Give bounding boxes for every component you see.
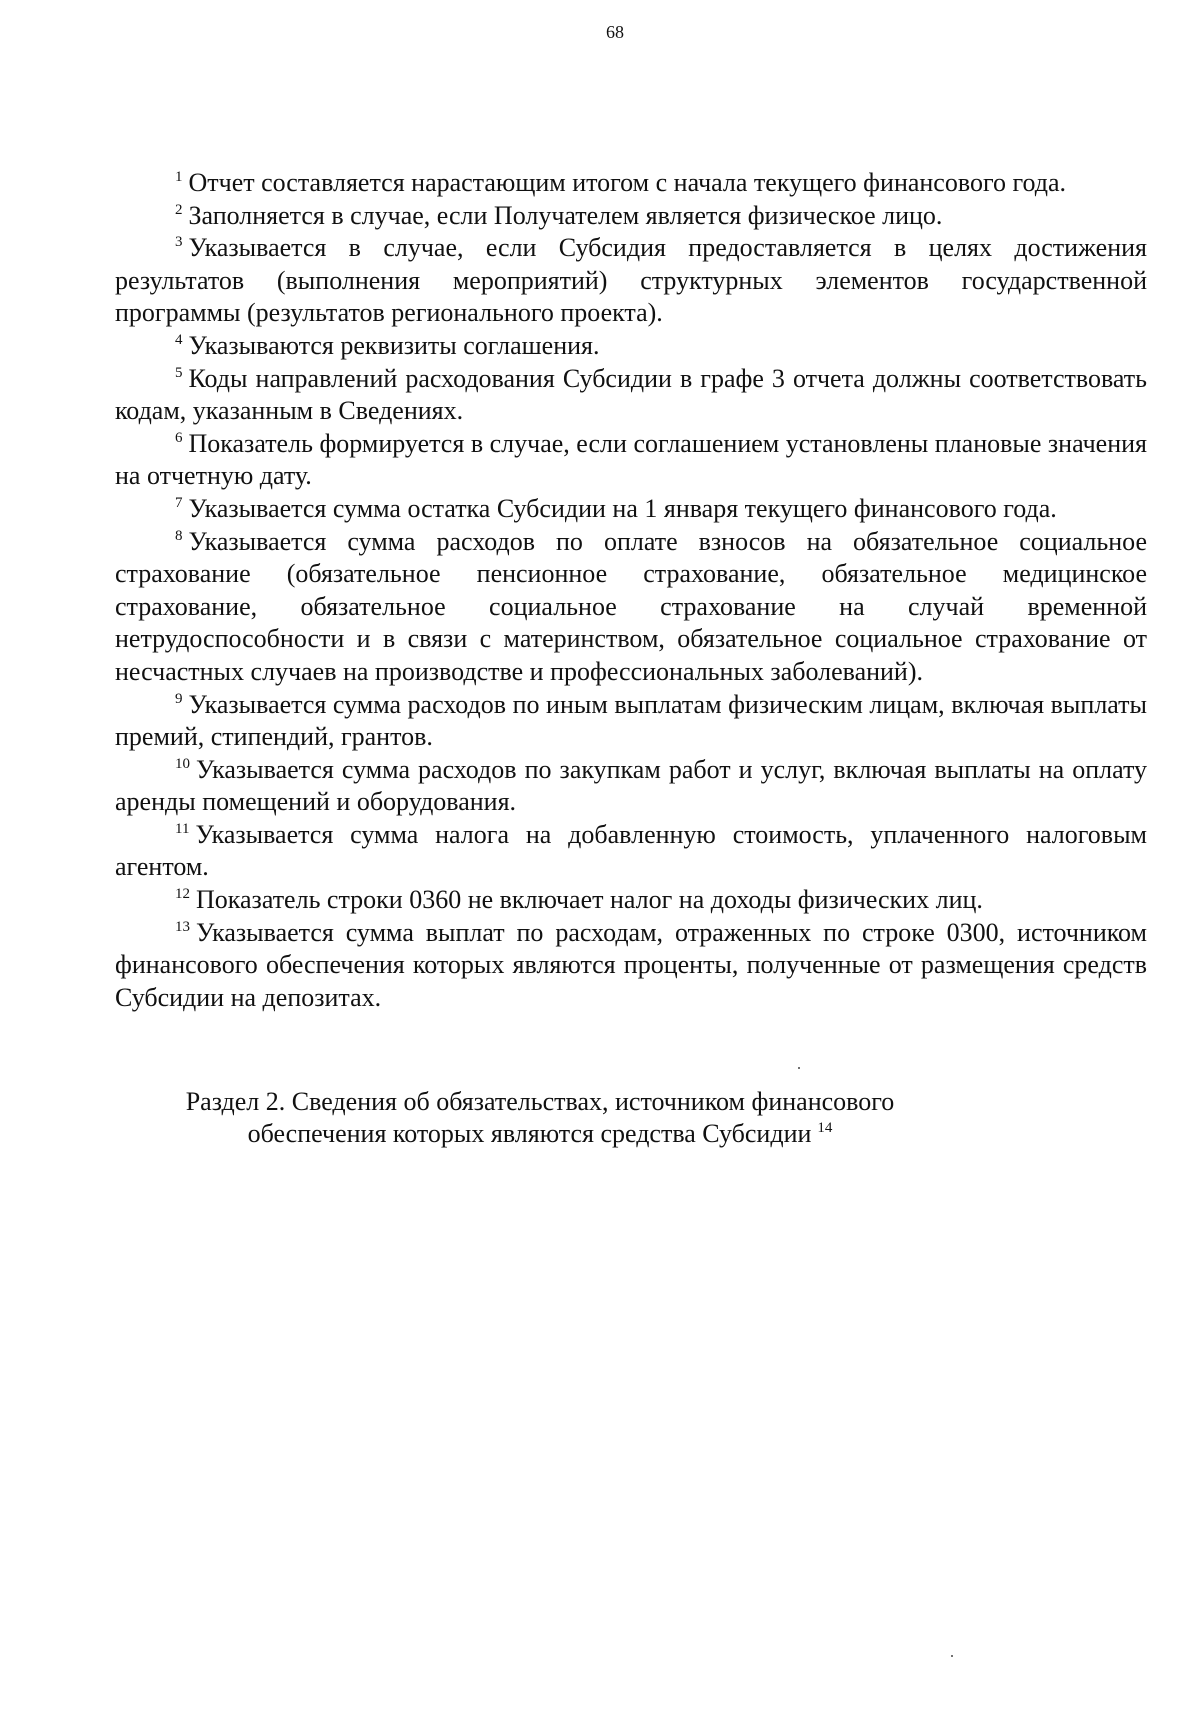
footnote-1: [115, 167, 1147, 200]
footnote-text: Показатель формируется в случае, если соглашением установлены плановые значения на отчетную дату.: [115, 428, 1147, 491]
footnote-text: Указывается сумма расходов по закупкам работ и услуг, включая выплаты на оплату аренды помещений и оборудования.: [115, 754, 1147, 817]
section-title-line-1: Раздел 2. Сведения об обязательствах, источником финансового: [185, 1087, 895, 1116]
section-footnote-marker: 14: [817, 1120, 833, 1136]
footnote-text: Указывается сумма расходов по иным выплатам физическим лицам, включая выплаты премий, стипендий, грантов.: [115, 689, 1147, 752]
footnote-marker: 12: [175, 886, 190, 903]
footnote-text: Показатель строки 0360 не включает налог на доходы физических лиц.: [196, 885, 983, 915]
footnote-marker: 10: [175, 755, 190, 772]
footnote-text: Указывается в случае, если Субсидия предоставляется в целях достижения результатов (выполнения мероприятий) структурных элементов государственной программы (результатов регионального проекта).: [115, 233, 1147, 328]
section-title-line-2: [100, 1118, 980, 1150]
footnote-7: [115, 493, 1147, 526]
footnote-marker: 3: [175, 234, 183, 251]
footnote-10: [115, 754, 1147, 819]
section-title: [100, 1086, 980, 1150]
footnotes-list: [115, 167, 1147, 1014]
scan-speck: [951, 1655, 953, 1657]
footnote-marker: 7: [175, 494, 183, 511]
footnote-marker: 1: [175, 169, 183, 185]
footnote-6: [115, 428, 1147, 493]
page-number: 68: [606, 22, 624, 42]
footnote-12: [115, 884, 1147, 917]
footnote-text: Указываются реквизиты соглашения.: [188, 330, 600, 360]
footnote-9: [115, 689, 1147, 754]
footnote-5: [115, 363, 1147, 428]
footnote-13: [115, 917, 1147, 1015]
footnote-text: Указывается сумма расходов по оплате взносов на обязательное социальное страхование (обязательное пенсионное страхование, обязательное медицинское страхование, обязательное социальное страхование на случай временной нетрудоспособности и в связи с материнством, обязательное социальное страхование от несчастных случаев на производстве и профессиональных заболеваний).: [115, 526, 1147, 686]
footnote-4: [115, 330, 1147, 363]
footnote-marker: 2: [175, 201, 183, 218]
footnote-11: [115, 819, 1147, 884]
footnote-text: Отчет составляется нарастающим итогом с начала текущего финансового года.: [188, 168, 1066, 197]
footnote-text: Коды направлений расходования Субсидии в графе 3 отчета должны соответствовать кодам, указанным в Сведениях.: [115, 363, 1147, 426]
footnote-text: Указывается сумма остатка Субсидии на 1 января текущего финансового года.: [188, 493, 1057, 523]
footnote-8: [115, 526, 1147, 689]
footnote-marker: 9: [175, 690, 183, 707]
footnote-marker: 5: [175, 364, 183, 381]
footnote-marker: 6: [175, 429, 183, 446]
footnote-marker: 13: [175, 918, 190, 935]
footnote-3: [115, 232, 1147, 330]
scan-speck: [798, 1067, 800, 1069]
footnote-marker: 4: [175, 331, 183, 348]
footnote-text: Заполняется в случае, если Получателем является физическое лицо.: [188, 200, 943, 230]
footnote-marker: 8: [175, 527, 183, 544]
footnote-2: [115, 200, 1147, 233]
footnote-marker: 11: [175, 820, 190, 837]
footnote-text: Указывается сумма налога на добавленную стоимость, уплаченного налоговым агентом.: [115, 819, 1147, 882]
section-title-text: обеспечения которых являются средства Субсидии: [247, 1119, 812, 1148]
footnote-text: Указывается сумма выплат по расходам, отраженных по строке 0300, источником финансового обеспечения которых являются проценты, полученные от размещения средств Субсидии на депозитах.: [115, 917, 1147, 1012]
